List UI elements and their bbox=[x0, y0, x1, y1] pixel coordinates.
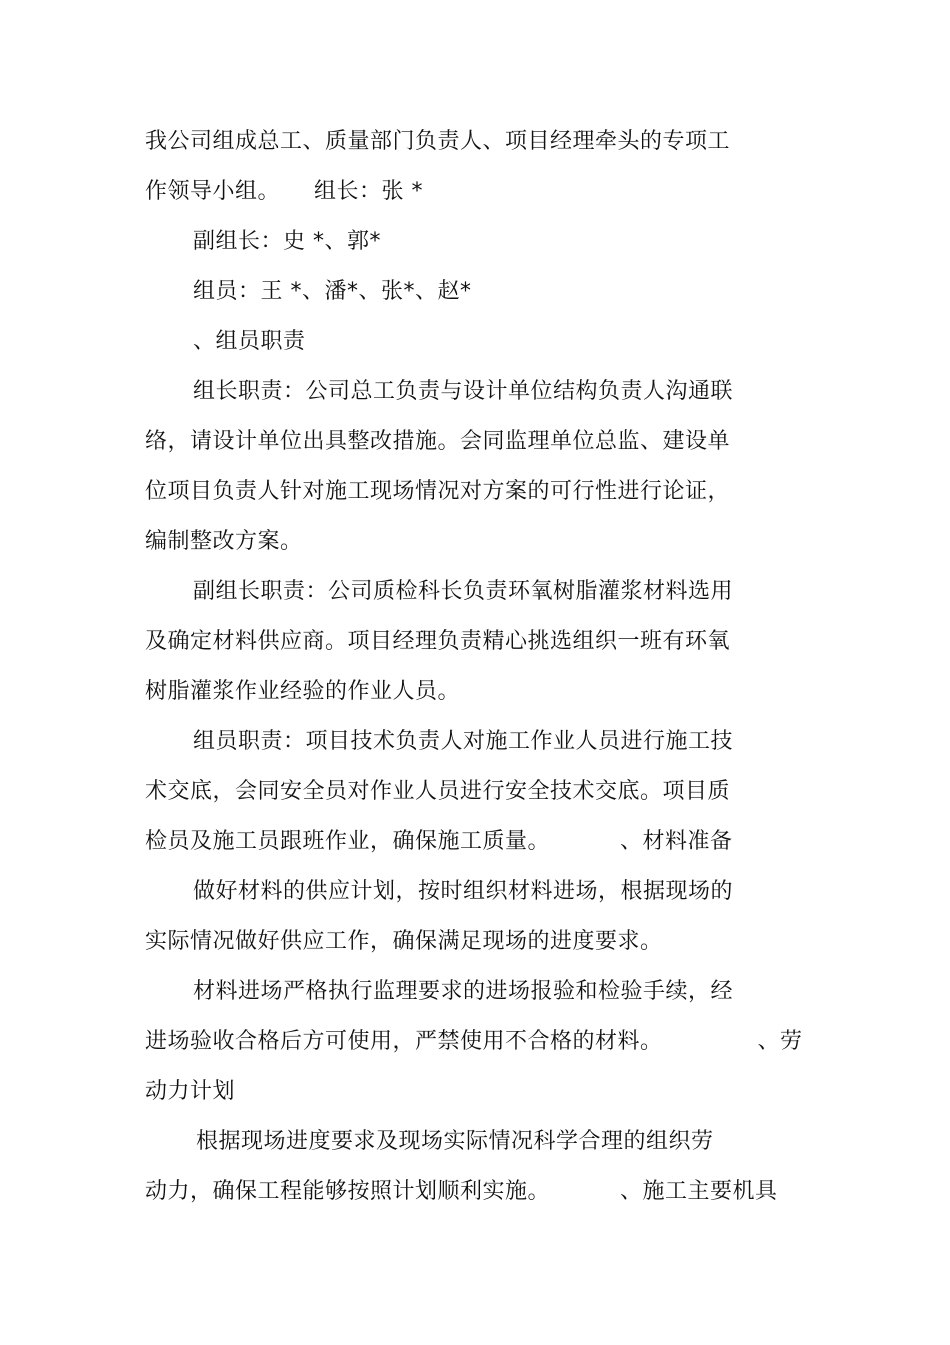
text-span: 术交底，会同安全员对作业人员进行安全技术交底。项目质 bbox=[145, 779, 731, 804]
text-line bbox=[193, 879, 733, 905]
text-span: 动力，确保工程能够按照计划顺利实施。 bbox=[145, 1179, 551, 1204]
text-line bbox=[145, 1029, 803, 1055]
text-span: 树脂灌浆作业经验的作业人员。 bbox=[145, 679, 461, 704]
text-line bbox=[193, 729, 733, 755]
text-span: 实际情况做好供应工作，确保满足现场的进度要求。 bbox=[145, 929, 663, 954]
text-span: 进场验收合格后方可使用，严禁使用不合格的材料。 bbox=[145, 1029, 663, 1054]
text-line bbox=[145, 679, 460, 705]
text-line bbox=[145, 479, 730, 505]
text-line bbox=[193, 329, 306, 355]
text-line bbox=[193, 579, 733, 605]
text-span: 编制整改方案。 bbox=[145, 529, 303, 554]
text-span: 我公司组成总工、质量部门负责人、项目经理牵头的专项工 bbox=[145, 129, 731, 154]
text-span: 组员：王 *、潘*、张*、赵* bbox=[193, 279, 472, 304]
text-line bbox=[145, 429, 730, 455]
text-line bbox=[145, 829, 733, 855]
text-span: 络，请设计单位出具整改措施。会同监理单位总监、建设单 bbox=[145, 429, 731, 454]
text-span: 位项目负责人针对施工现场情况对方案的可行性进行论证， bbox=[145, 479, 731, 504]
text-span: 组长：张 * bbox=[314, 179, 424, 204]
text-span: 检员及施工员跟班作业，确保施工质量。 bbox=[145, 829, 551, 854]
text-line bbox=[193, 279, 472, 305]
section-heading: 、材料准备 bbox=[620, 829, 733, 854]
text-line bbox=[145, 129, 730, 155]
text-line bbox=[145, 779, 730, 805]
text-span: 组长职责：公司总工负责与设计单位结构负责人沟通联 bbox=[193, 379, 734, 404]
text-line bbox=[145, 529, 303, 555]
text-span: 组员职责：项目技术负责人对施工作业人员进行施工技 bbox=[193, 729, 734, 754]
text-span: 作领导小组。 bbox=[145, 179, 281, 204]
section-heading: 、施工主要机具 bbox=[620, 1179, 778, 1204]
text-line bbox=[193, 379, 733, 405]
text-span: 副组长：史 *、郭* bbox=[193, 229, 381, 254]
text-line bbox=[145, 1179, 778, 1205]
text-line bbox=[145, 179, 423, 205]
section-heading: 动力计划 bbox=[145, 1079, 236, 1104]
text-line bbox=[193, 229, 381, 255]
text-line bbox=[193, 979, 733, 1005]
text-line bbox=[145, 1079, 235, 1105]
text-span: 材料进场严格执行监理要求的进场报验和检验手续，经 bbox=[193, 979, 734, 1004]
text-line bbox=[196, 1129, 714, 1155]
text-span: 及确定材料供应商。项目经理负责精心挑选组织一班有环氧 bbox=[145, 629, 731, 654]
section-heading: 、劳 bbox=[757, 1029, 803, 1054]
text-line bbox=[145, 929, 663, 955]
text-line bbox=[145, 629, 730, 655]
text-span: 做好材料的供应计划，按时组织材料进场，根据现场的 bbox=[193, 879, 734, 904]
text-span: 副组长职责：公司质检科长负责环氧树脂灌浆材料选用 bbox=[193, 579, 734, 604]
text-span: 根据现场进度要求及现场实际情况科学合理的组织劳 bbox=[196, 1129, 714, 1154]
section-heading: 、组员职责 bbox=[193, 329, 306, 354]
